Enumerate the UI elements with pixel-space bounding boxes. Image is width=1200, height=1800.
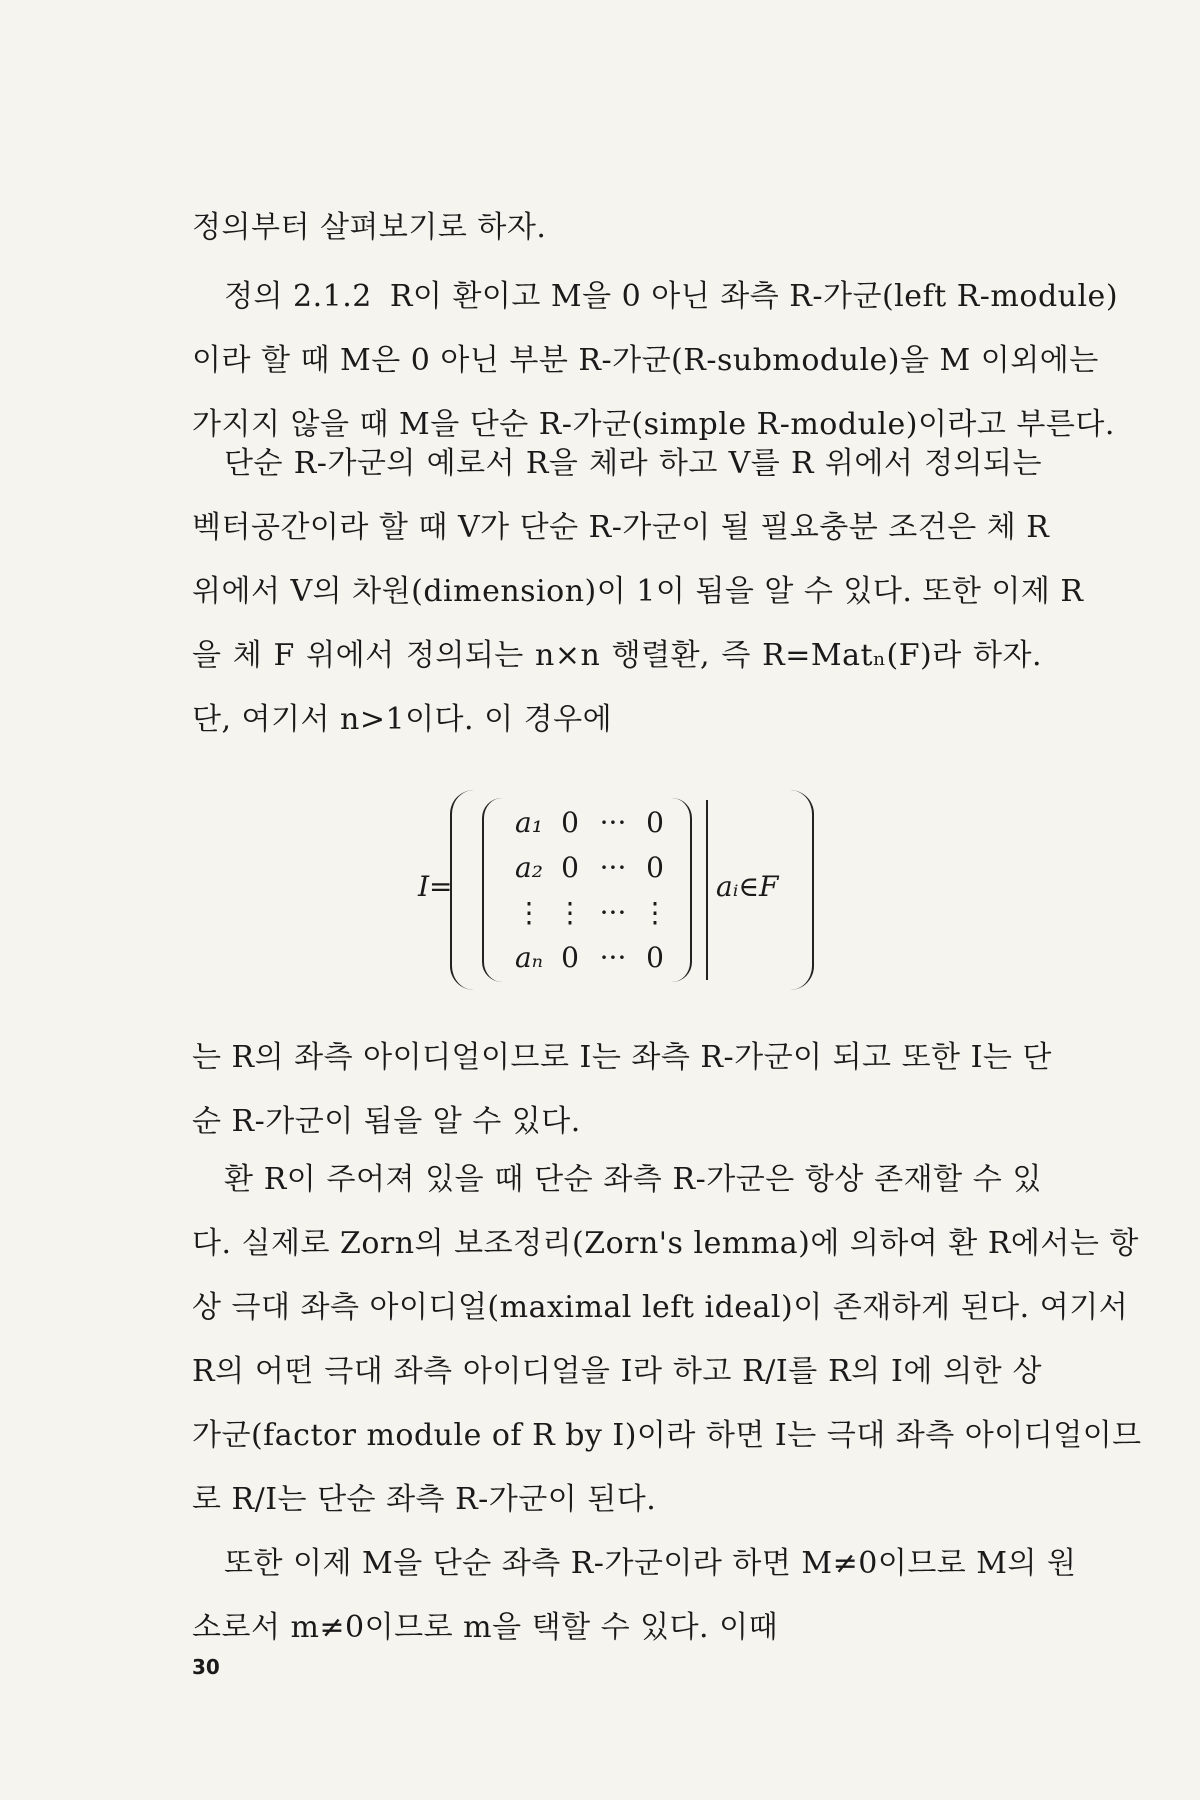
matrix-grid [506,800,676,980]
matrix-cell: 0 [561,851,579,884]
left-brace [450,790,474,990]
zorn-line-2: 다. 실제로 Zorn의 보조정리(Zorn's lemma)에 의하여 환 R에서는 항 [192,1226,1139,1261]
matrix-cell: 0 [561,941,579,974]
matrix-cell: 0 [646,806,664,839]
definition-label: 정의 2.1.2 [224,279,372,314]
last-line-1: 또한 이제 M을 단순 좌측 R-가군이라 하면 M≠0이므로 M의 원 [224,1546,1077,1581]
definition-line-2: 이라 할 때 M은 0 아닌 부분 R-가군(R-submodule)을 M 이외에는 [192,343,1099,378]
matrix-lhs: I= [418,870,453,903]
matrix-condition: aᵢ∈F [716,870,779,903]
zorn-line-3: 상 극대 좌측 아이디얼(maximal left ideal)이 존재하게 된다. 여기서 [192,1290,1129,1325]
page-number: 30 [192,1655,220,1679]
zorn-line-1: 환 R이 주어져 있을 때 단순 좌측 R-가군은 항상 존재할 수 있 [224,1162,1042,1197]
example-line-3: 위에서 V의 차원(dimension)이 1이 됨을 알 수 있다. 또한 이제 R [192,574,1084,609]
matrix-cell: ⋮ [641,896,669,929]
last-paragraph [192,1532,1077,1660]
matrix-cell: ··· [599,896,627,929]
definition-line-3: 가지지 않을 때 M을 단순 R-가군(simple R-module)이라고 부른다. [192,407,1115,442]
text-column [192,196,1042,260]
definition-text-1: R이 환이고 M을 0 아닌 좌측 R-가군(left R-module) [389,279,1119,314]
after-matrix-line-1: 는 R의 좌측 아이디얼이므로 I는 좌측 R-가군이 되고 또한 I는 단 [192,1040,1052,1075]
example-line-5: 단, 여기서 n>1이다. 이 경우에 [192,702,613,737]
matrix-cell: 0 [646,851,664,884]
zorn-line-6: 로 R/I는 단순 좌측 R-가군이 된다. [192,1482,657,1517]
after-matrix-line-2: 순 R-가군이 됨을 알 수 있다. [192,1104,581,1139]
zorn-line-4: R의 어떤 극대 좌측 아이디얼을 I라 하고 R/I를 R의 I에 의한 상 [192,1354,1042,1389]
zorn-paragraph [192,1148,1142,1532]
example-line-2: 벡터공간이라 할 때 V가 단순 R-가군이 될 필요충분 조건은 체 R [192,510,1050,545]
matrix-cell: ··· [599,806,627,839]
intro-line: 정의부터 살펴보기로 하자. [192,210,547,245]
matrix-cell: ⋮ [556,896,584,929]
set-builder-bar [706,800,708,980]
left-paren [482,798,502,982]
matrix-cell: 0 [561,806,579,839]
matrix-set-definition [410,790,810,990]
example-paragraph [192,432,1084,752]
last-line-2: 소로서 m≠0이므로 m을 택할 수 있다. 이때 [192,1610,779,1645]
right-brace [790,790,814,990]
matrix-cell: a₂ [515,851,543,884]
matrix-cell: aₙ [514,941,544,974]
right-paren [672,798,692,982]
example-line-1: 단순 R-가군의 예로서 R을 체라 하고 V를 R 위에서 정의되는 [224,446,1042,481]
matrix-cell: 0 [646,941,664,974]
matrix-cell: ··· [599,941,627,974]
zorn-line-5: 가군(factor module of R by I)이라 하면 I는 극대 좌측 아이디얼이므 [192,1418,1142,1453]
example-line-4: 을 체 F 위에서 정의되는 n×n 행렬환, 즉 R=Matₙ(F)라 하자. [192,638,1042,673]
matrix-cell: a₁ [515,806,543,839]
matrix-cell: ⋮ [515,896,543,929]
after-matrix-paragraph [192,1026,1052,1154]
definition-block [192,265,1119,457]
definition-line-1 [192,265,1119,329]
matrix-cell: ··· [599,851,627,884]
